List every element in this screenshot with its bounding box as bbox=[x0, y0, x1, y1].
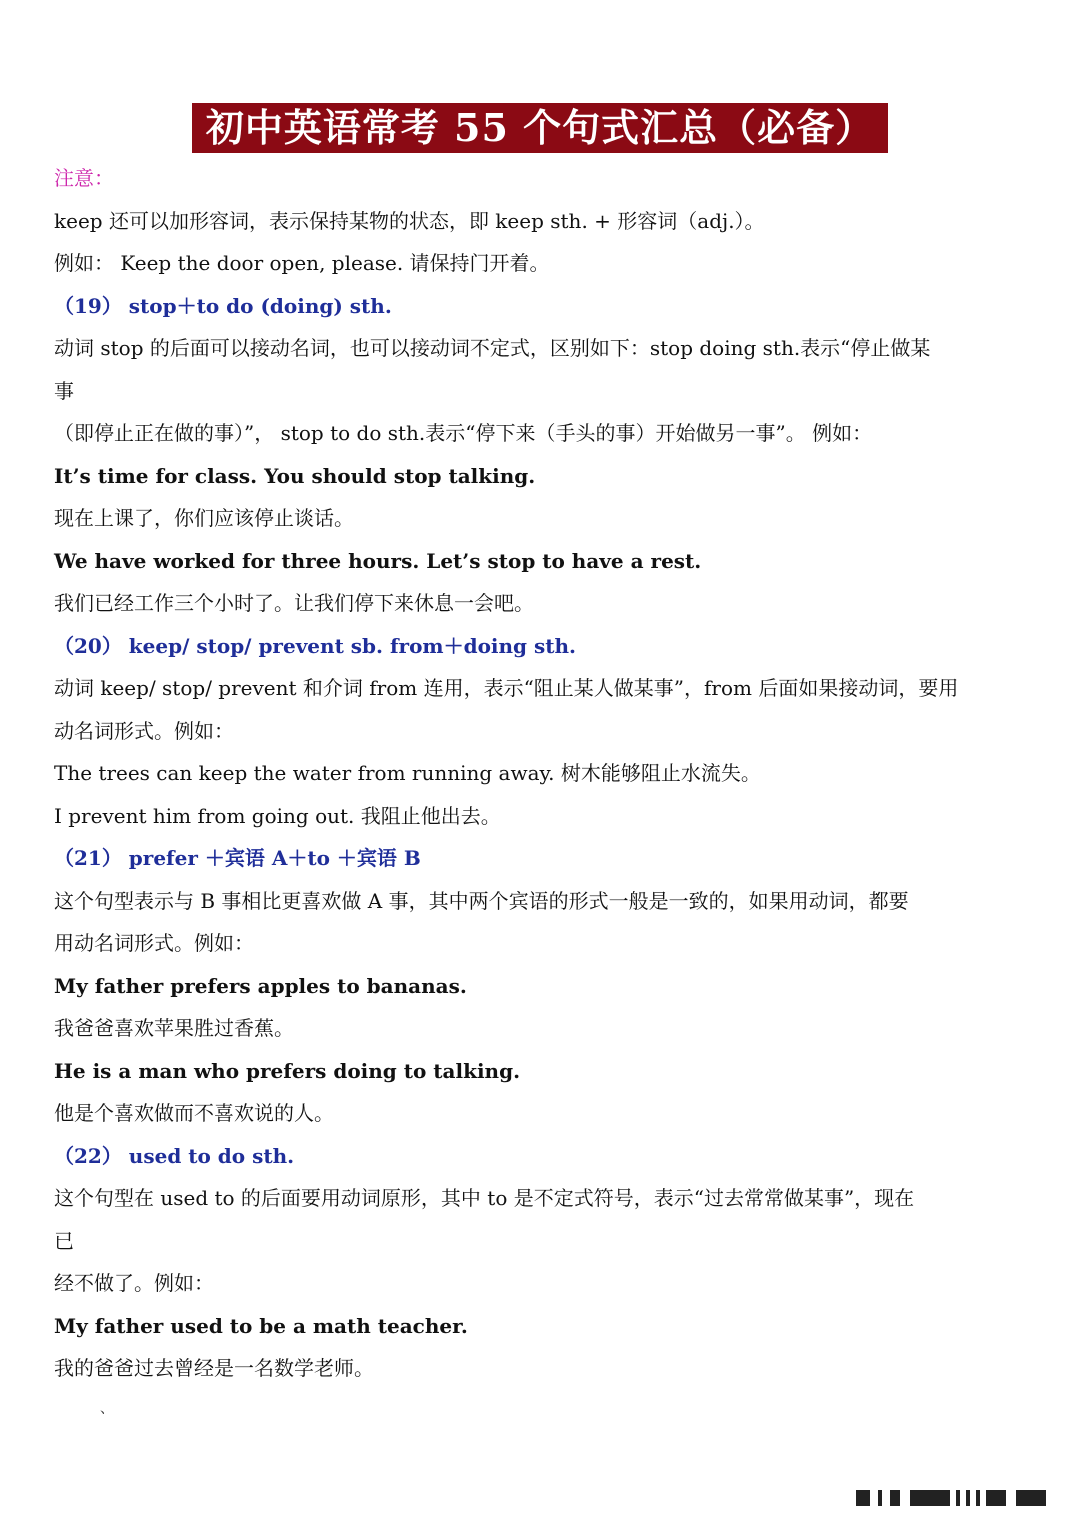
section-heading-22: （22） used to do sth. bbox=[54, 1143, 295, 1168]
text-line: 用动名词形式。例如： bbox=[54, 931, 254, 955]
example-line: 例如： Keep the door open, please. 请保持门开着。 bbox=[54, 251, 550, 275]
page-title: 初中英语常考 55 个句式汇总（必备） bbox=[192, 103, 888, 153]
text-line: 已 bbox=[54, 1228, 74, 1253]
english-example: My father used to be a math teacher. bbox=[54, 1313, 468, 1338]
watermark-logo bbox=[856, 1490, 1056, 1508]
example-line: I prevent him from going out. 我阻止他出去。 bbox=[54, 803, 501, 828]
text-line: keep 还可以加形容词，表示保持某物的状态，即 keep sth. + 形容词（adj.）。 bbox=[54, 208, 765, 233]
title-banner bbox=[0, 103, 1080, 153]
section-heading-21: （21） prefer ＋宾语 A＋to ＋宾语 B bbox=[54, 846, 421, 870]
example-line: The trees can keep the water from running away. 树木能够阻止水流失。 bbox=[54, 761, 761, 785]
chinese-translation: 现在上课了，你们应该停止谈话。 bbox=[54, 506, 354, 530]
text-line: 这个句型在 used to 的后面要用动词原形，其中 to 是不定式符号，表示“过去常常做某事”，现在 bbox=[54, 1186, 915, 1210]
text-line: 事 bbox=[54, 378, 74, 403]
english-example: It’s time for class. You should stop talking. bbox=[54, 463, 536, 488]
english-example: My father prefers apples to bananas. bbox=[54, 973, 467, 998]
english-example: We have worked for three hours. Let’s stop to have a rest. bbox=[54, 548, 702, 573]
chinese-translation: 我爸爸喜欢苹果胜过香蕉。 bbox=[54, 1016, 294, 1040]
text-line: 经不做了。例如： bbox=[54, 1271, 214, 1295]
chinese-translation: 我的爸爸过去曾经是一名数学老师。 bbox=[54, 1356, 374, 1380]
english-example: He is a man who prefers doing to talking. bbox=[54, 1058, 521, 1083]
note-label: 注意： bbox=[54, 166, 114, 190]
chinese-translation: 他是个喜欢做而不喜欢说的人。 bbox=[54, 1101, 334, 1125]
stray-mark: 、 bbox=[100, 1401, 114, 1417]
section-heading-19: （19） stop＋to do (doing) sth. bbox=[54, 293, 392, 318]
chinese-translation: 我们已经工作三个小时了。让我们停下来休息一会吧。 bbox=[54, 591, 534, 615]
section-heading-20: （20） keep/ stop/ prevent sb. from＋doing sth. bbox=[54, 633, 577, 658]
text-line: 这个句型表示与 B 事相比更喜欢做 A 事，其中两个宾语的形式一般是一致的，如果用动词，都要 bbox=[54, 888, 909, 913]
document-body bbox=[54, 157, 994, 1390]
text-line: （即停止正在做的事）”， stop to do sth.表示“停下来（手头的事）开始做另一事”。 例如： bbox=[54, 421, 873, 445]
text-line: 动词 stop 的后面可以接动名词，也可以接动词不定式，区别如下：stop doing sth.表示“停止做某 bbox=[54, 336, 931, 360]
text-line: 动词 keep/ stop/ prevent 和介词 from 连用，表示“阻止某人做某事”，from 后面如果接动词，要用 bbox=[54, 676, 959, 700]
text-line: 动名词形式。例如： bbox=[54, 718, 234, 743]
